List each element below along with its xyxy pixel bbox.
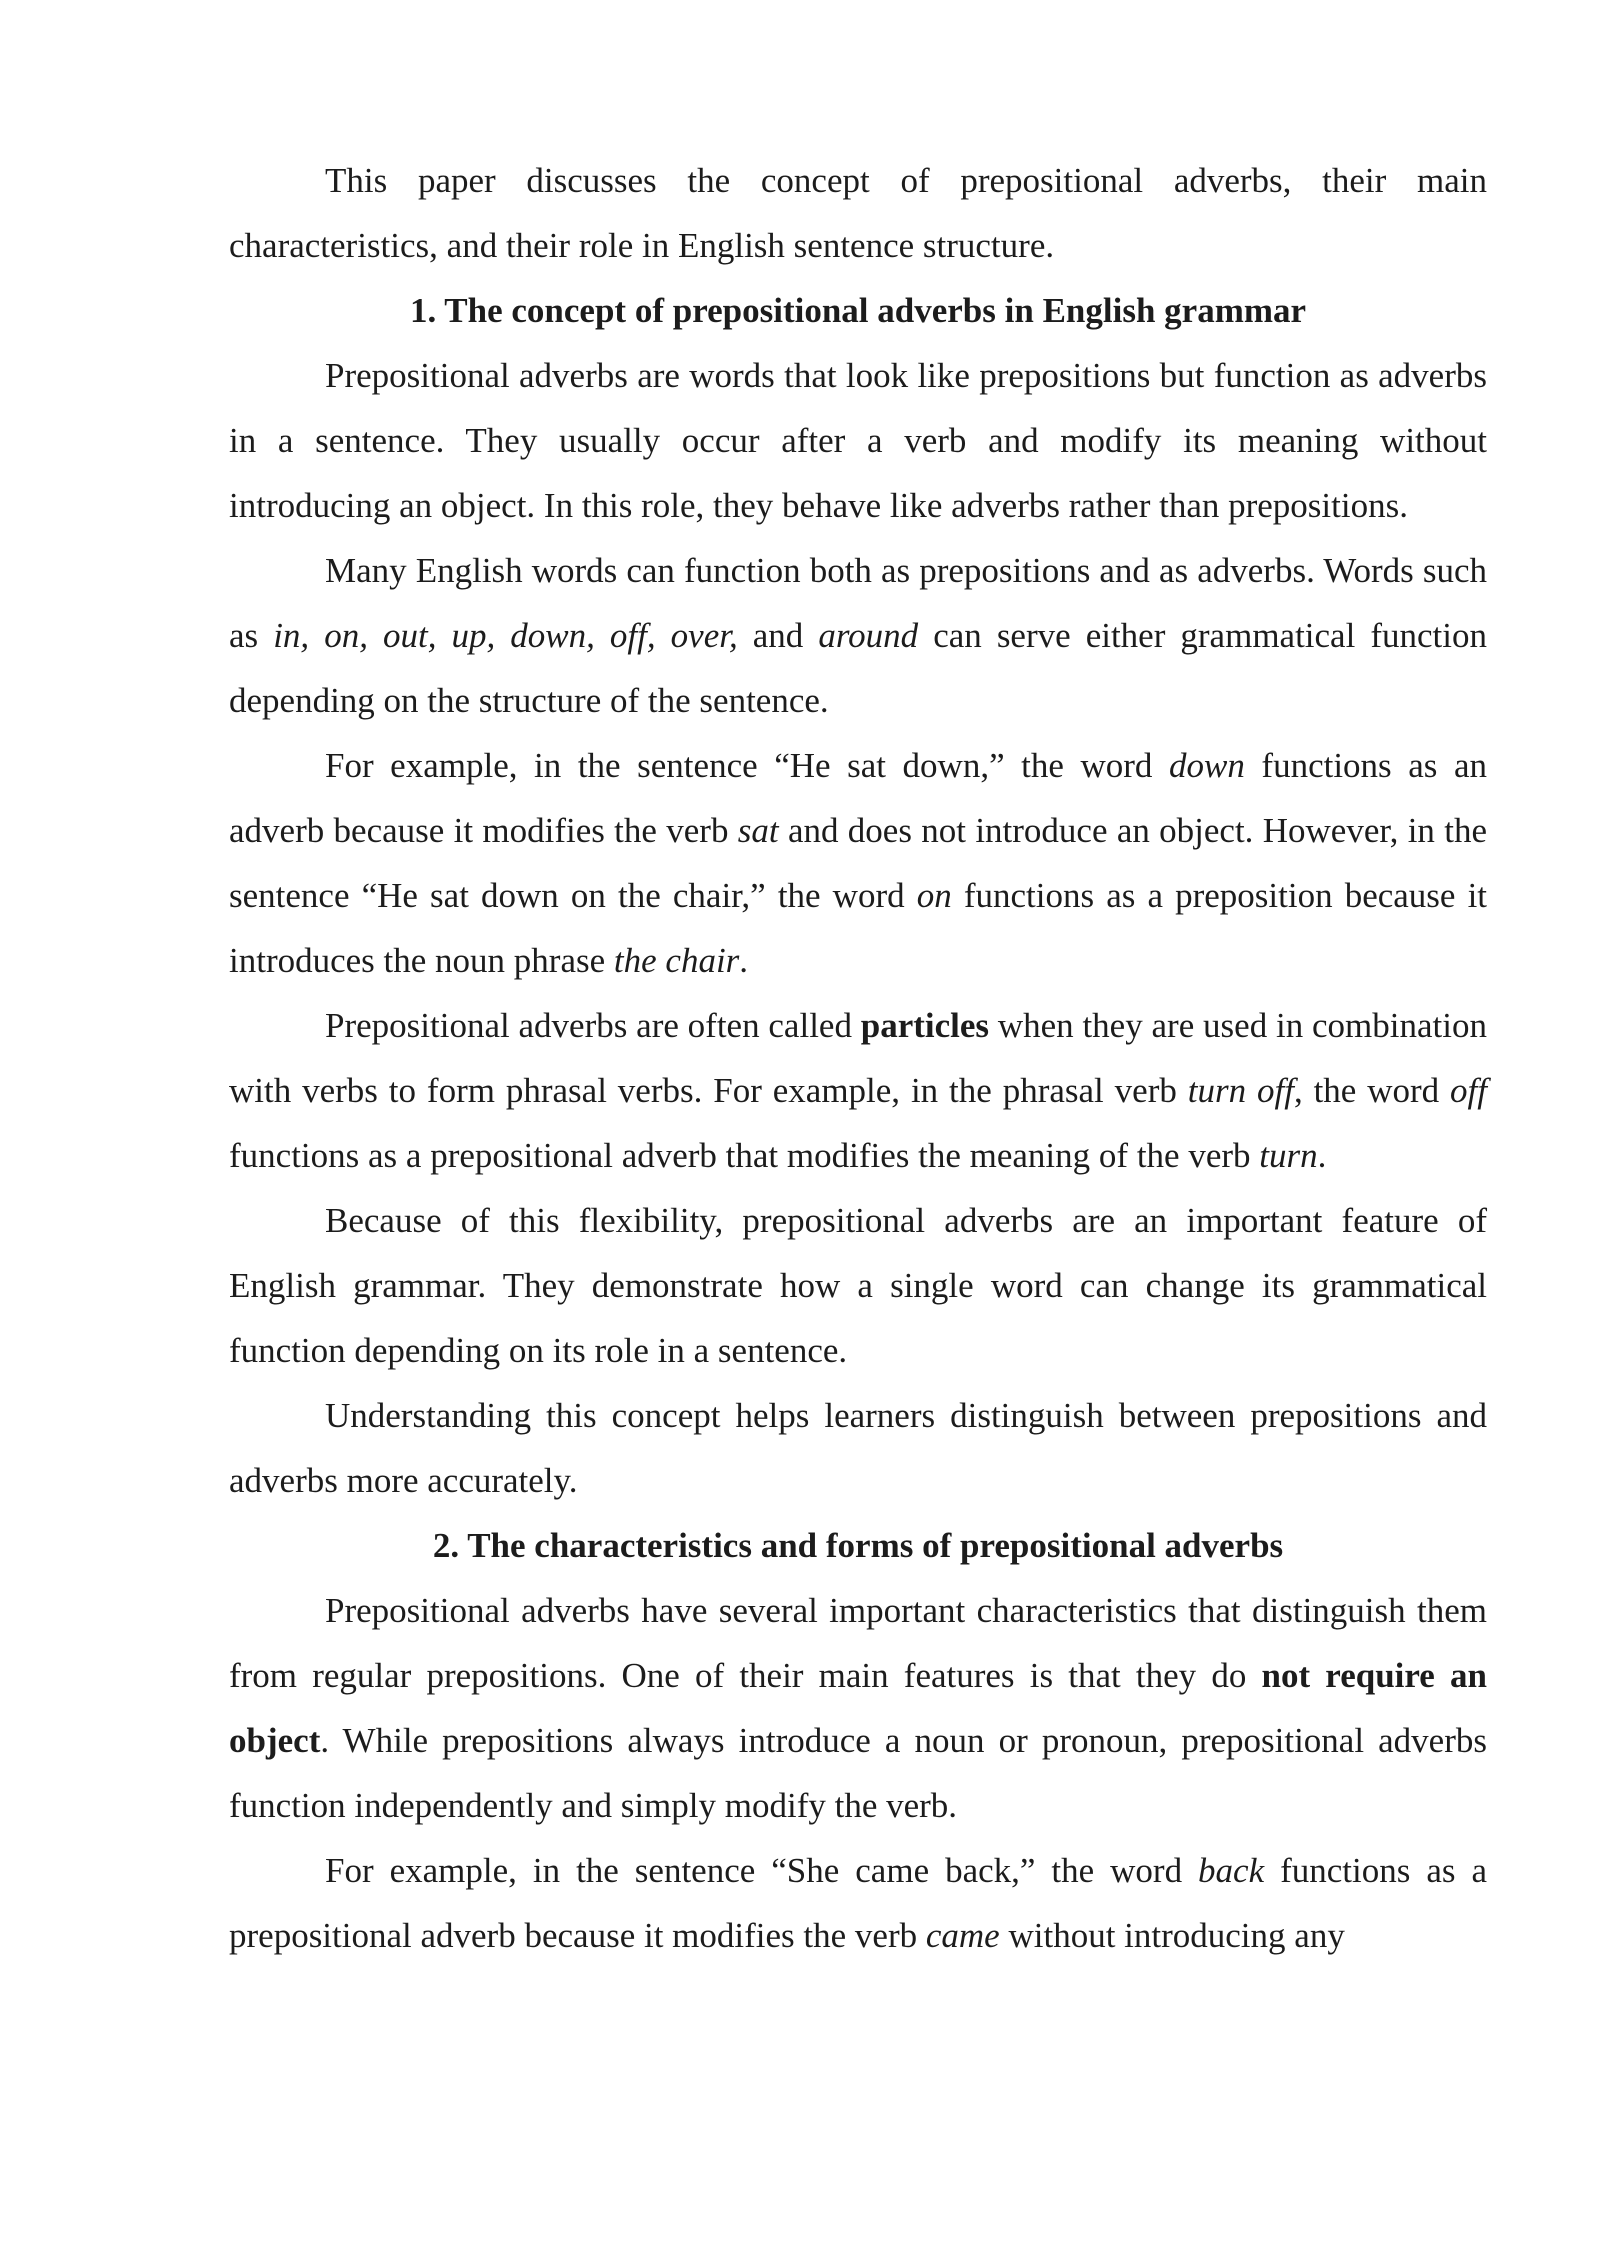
section-heading-2 (229, 1513, 1487, 1578)
text-run: Many English words can function both as prepositions and as adverbs. Words such as (229, 551, 1487, 655)
paragraph-2 (229, 343, 1487, 538)
bold-term: particles (860, 1006, 990, 1045)
text-run: and (737, 616, 819, 655)
text-run: functions as a prepositional adverb that modifies the meaning of the verb (229, 1136, 1260, 1175)
text-run: . (1317, 1136, 1327, 1175)
text-run: 1. The concept of prepositional adverbs in English grammar (409, 291, 1307, 330)
document-body (229, 148, 1487, 1968)
text-run: . (739, 941, 749, 980)
paragraph-4 (229, 733, 1487, 993)
text-run: This paper discusses the concept of prepositional adverbs, their main characteristics, and their role in English sentence structure. (229, 161, 1487, 265)
paragraph-8 (229, 1578, 1487, 1838)
italic-term: the chair (613, 941, 740, 980)
text-run: Prepositional adverbs have several important characteristics that distinguish them from regular prepositions. One of their main features is that they do (229, 1591, 1487, 1695)
paragraph-5 (229, 993, 1487, 1188)
text-run: Prepositional adverbs are words that look like prepositions but function as adverbs in a sentence. They usually occur after a verb and modify its meaning without introducing an object. In this role, they behave like adverbs rather than prepositions. (229, 356, 1487, 525)
text-run: . While prepositions always introduce a noun or pronoun, prepositional adverbs function independently and simply modify the verb. (229, 1721, 1487, 1825)
italic-term: sat (737, 811, 779, 850)
text-run: Prepositional adverbs are often called (325, 1006, 861, 1045)
paragraph-9 (229, 1838, 1487, 1968)
text-run: Understanding this concept helps learners distinguish between prepositions and adverbs more accurately. (229, 1396, 1487, 1500)
italic-term: down (1169, 746, 1245, 785)
italic-term: back (1198, 1851, 1265, 1890)
italic-term: around (818, 616, 919, 655)
document-page (229, 148, 1487, 1968)
italic-term: off (1450, 1071, 1487, 1110)
paragraph-1 (229, 148, 1487, 278)
italic-term: turn off (1187, 1071, 1294, 1110)
text-run: For example, in the sentence “He sat down,” the word (325, 746, 1169, 785)
italic-term: came (925, 1916, 1000, 1955)
text-run: , the word (1293, 1071, 1451, 1110)
italic-term: on (916, 876, 952, 915)
paragraph-6 (229, 1188, 1487, 1383)
section-heading-1 (229, 278, 1487, 343)
text-run: 2. The characteristics and forms of prepositional adverbs (432, 1526, 1284, 1565)
text-run: functions as a preposition because it introduces the noun phrase (229, 876, 1488, 980)
text-run: Because of this flexibility, prepositional adverbs are an important feature of English grammar. They demonstrate how a single word can change its grammatical function depending on its role in a sentence. (229, 1201, 1487, 1370)
text-run: can serve either grammatical function depending on the structure of the sentence. (229, 616, 1487, 720)
text-run: functions as an adverb because it modifies the verb (229, 746, 1487, 850)
text-run: and does not introduce an object. However, in the sentence “He sat down on the chair,” the word (229, 811, 1487, 915)
paragraph-3 (229, 538, 1487, 733)
bold-term: not require an object (229, 1656, 1487, 1760)
text-run: when they are used in combination with verbs to form phrasal verbs. For example, in the phrasal verb (229, 1006, 1487, 1110)
text-run: without introducing any (999, 1916, 1345, 1955)
text-run: For example, in the sentence “She came back,” the word (325, 1851, 1199, 1890)
paragraph-7 (229, 1383, 1487, 1513)
italic-term: in, on, out, up, down, off, over, (273, 616, 738, 655)
italic-term: turn (1259, 1136, 1318, 1175)
text-run: functions as a prepositional adverb because it modifies the verb (229, 1851, 1487, 1955)
